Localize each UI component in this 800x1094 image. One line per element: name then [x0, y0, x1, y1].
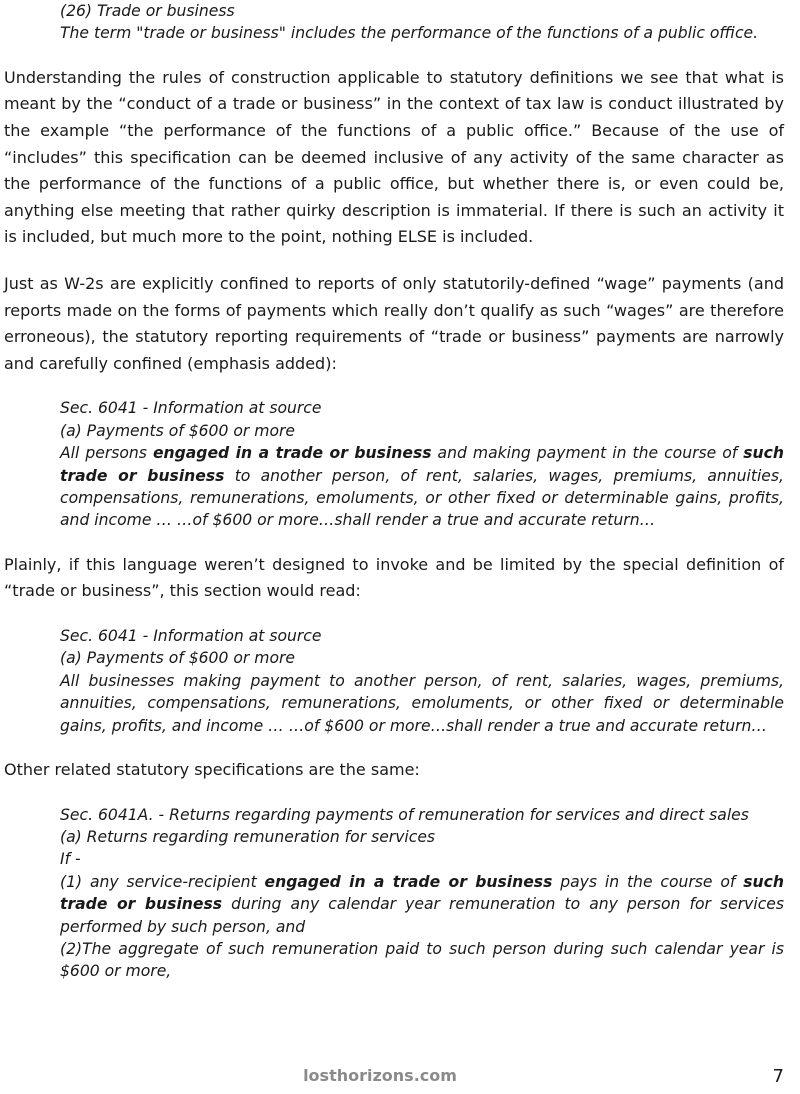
quote-subsection-title: (a) Payments of $600 or more — [60, 649, 296, 668]
quote-emphasis: such trade or business — [60, 872, 784, 914]
page-number: 7 — [772, 1066, 784, 1087]
quote-sec-6041-rewritten — [60, 625, 784, 737]
quote-heading: (26) Trade or business — [60, 2, 235, 20]
quote-emphasis: such trade or business — [60, 444, 784, 485]
quote-text-segment: pays in the course of — [552, 872, 744, 891]
quote-body: All businesses making payment to another person, of rent, salaries, wages, premiums, annuities, compensations, remunerations, emoluments, or other fixed or determinable gains, profits, and income … …of $600 or more…shall render a true and accurate return… — [60, 671, 784, 735]
quote-text-segment: (1) any service-recipient — [60, 872, 265, 891]
paragraph-other-specifications: Other related statutory specifications are the same: — [4, 760, 420, 779]
paragraph-rules-of-construction: Understanding the rules of construction applicable to statutory definitions we see that what is meant by the “conduct of a trade or business” in the context of tax law is conduct illustrated by the example “the performance of the functions of a public office.” Because of the use of “includes” this specification can be deemed inclusive of any activity of the same character as the performance of the functions of a public office, but whether there is, or even could be, anything else meeting that rather quirky description is immaterial. If there is such an activity it is included, but much more to the point, nothing ELSE is included. — [4, 67, 784, 247]
quote-section-title: Sec. 6041 - Information at source — [60, 399, 322, 418]
quote-emphasis: engaged in a trade or business — [264, 872, 553, 891]
quote-body — [60, 442, 784, 532]
quote-subsection-title: (a) Payments of $600 or more — [60, 421, 296, 440]
paragraph-w2-reporting: Just as W-2s are explicitly confined to reports of only statutorily-defined “wage” payments (and reports made on the forms of payments which really don’t qualify as such “wages” are therefore erroneous), the statutory reporting requirements of “trade or business” payments are narrowly and carefully confined (emphasis added): — [4, 273, 784, 373]
quote-clause-1 — [60, 871, 784, 938]
paragraph-plainly: Plainly, if this language weren’t designed to invoke and be limited by the special definition of “trade or business”, this section would read: — [4, 554, 784, 601]
quote-clause-2: (2)The aggregate of such remuneration paid to such person during such calendar year is $600 or more, — [60, 940, 784, 981]
quote-text-segment: All persons — [60, 444, 153, 463]
quote-section-title: Sec. 6041A. - Returns regarding payments of remuneration for services and direct sales — [60, 805, 749, 824]
quote-sec-6041a — [60, 804, 784, 983]
quote-subsection-title: (a) Returns regarding remuneration for services — [60, 828, 436, 846]
quote-if-line: If - — [60, 850, 81, 869]
quote-section-title: Sec. 6041 - Information at source — [60, 626, 322, 645]
quote-text-segment: to another person, of rent, salaries, wages, premiums, annuities, compensations, remunerations, emoluments, or other fixed or determinable gains, profits, and income … …of $600 or more…shall render a true and accurate return… — [60, 466, 784, 530]
footer-website: losthorizons.com — [303, 1066, 457, 1085]
quote-text: The term "trade or business" includes the performance of the functions of a public office. — [60, 24, 759, 43]
quote-text-segment: and making payment in the course of — [431, 444, 744, 463]
quote-sec-6041 — [60, 397, 784, 531]
document-page — [4, 0, 784, 983]
quote-text-segment: during any calendar year remuneration to any person for services performed by such person, and — [60, 895, 784, 936]
quote-emphasis: engaged in a trade or business — [152, 444, 432, 463]
quote-trade-or-business-definition — [60, 0, 784, 45]
